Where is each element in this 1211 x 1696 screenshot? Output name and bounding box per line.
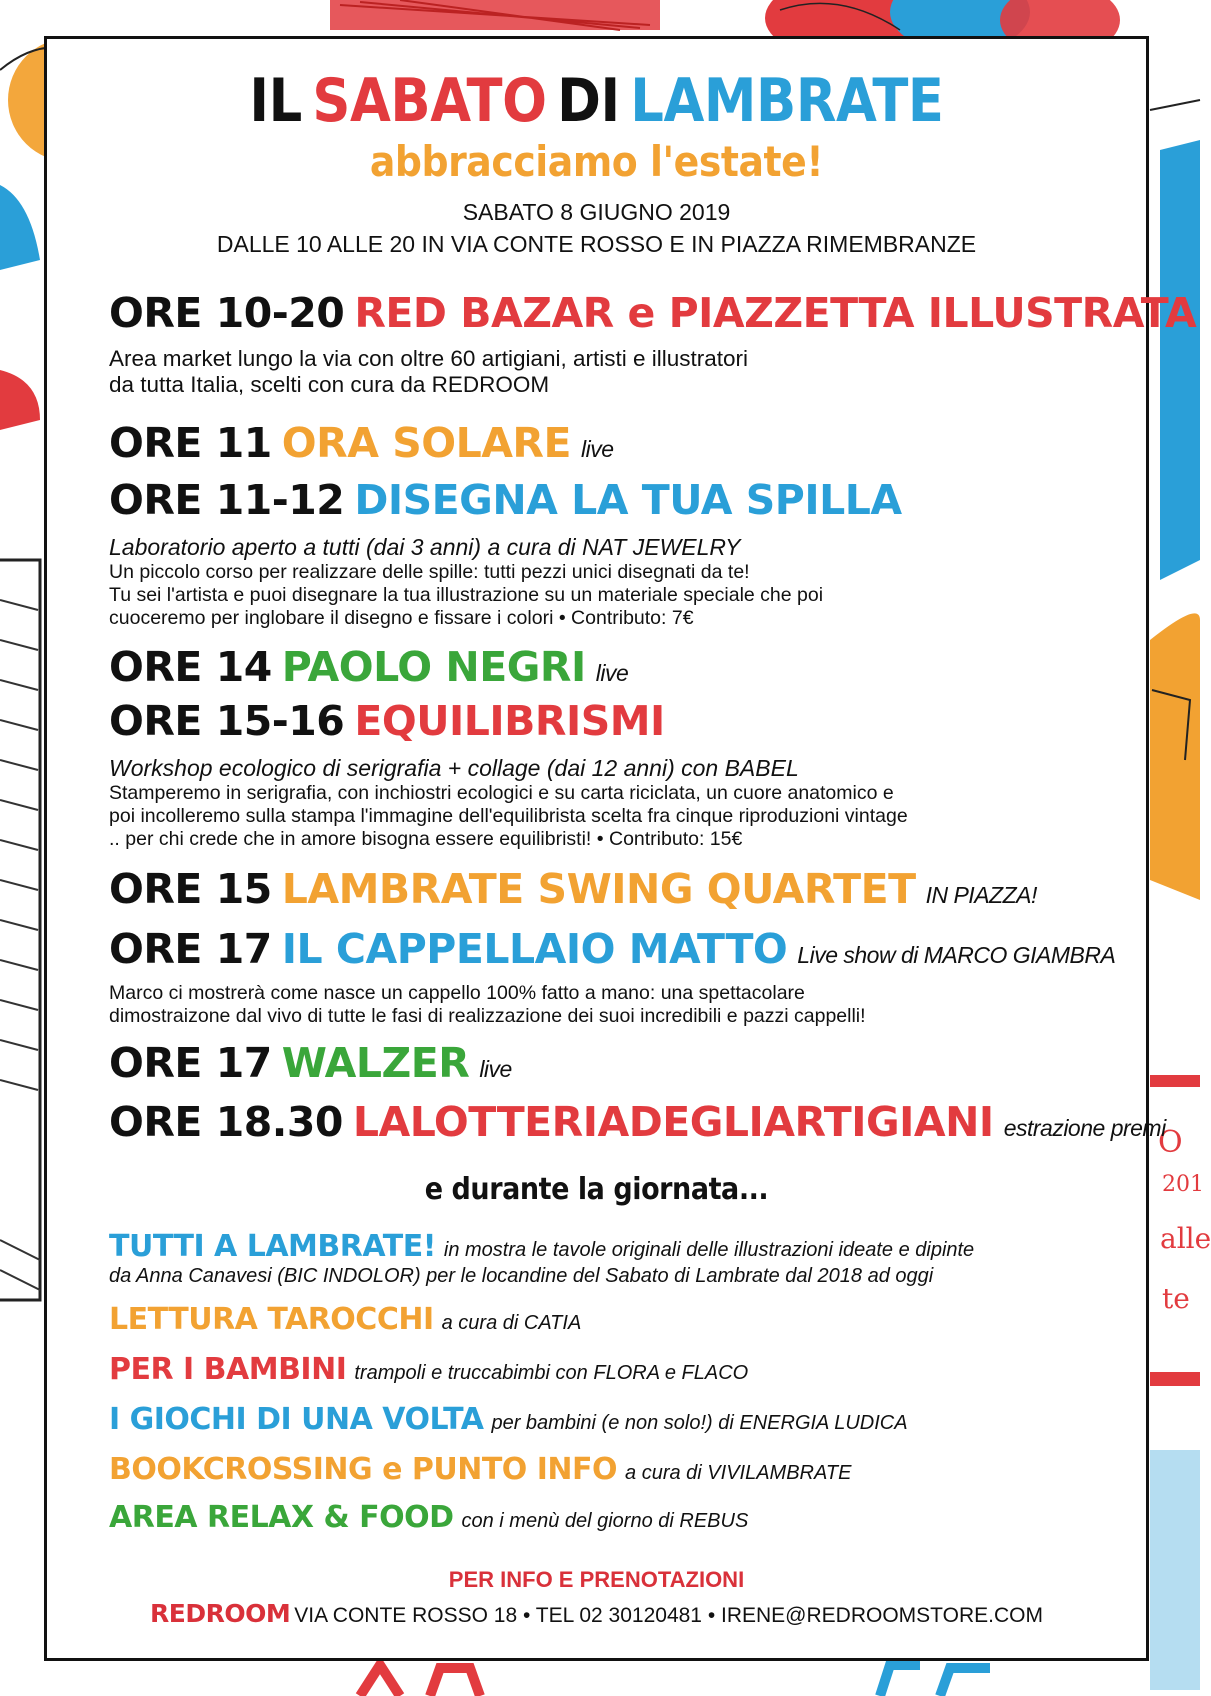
program-item [109, 1098, 1166, 1155]
item-description: Marco ci mostrerà come nasce un cappello 100% fatto a mano: una spettacolare [109, 982, 805, 1004]
item-tag: IN PIAZZA! [925, 882, 1037, 908]
item-tag: estrazione premi [1003, 1115, 1166, 1141]
activity-title: BOOKCROSSING e PUNTO INFO [109, 1452, 618, 1487]
title-word: SABATO [312, 66, 547, 136]
item-title: WALZER [281, 1039, 470, 1087]
poster-card [44, 36, 1197, 1661]
item-time: ORE 11 [109, 419, 272, 467]
item-title: RED BAZAR e PIAZZETTA ILLUSTRATA [354, 289, 1197, 337]
item-subtitle: Laboratorio aperto a tutti (dai 3 anni) a cura di NAT JEWELRY [109, 534, 741, 560]
item-time: ORE 15 [109, 865, 272, 913]
item-subtitle: Workshop ecologico di serigrafia + collage (dai 12 anni) con BABEL [109, 755, 799, 781]
program-item [109, 476, 1106, 630]
activity-description: con i menù del giorno di REBUS [461, 1510, 749, 1532]
item-description: Area market lungo la via con oltre 60 artigiani, artisti e illustratori [109, 346, 749, 371]
item-tag: live [595, 660, 629, 686]
title-word: IL [249, 66, 302, 136]
activity-description: a cura di VIVILAMBRATE [625, 1462, 852, 1484]
item-description: poi incolleremo sulla stampa l'immagine dell'equilibrista scelta fra cinque riproduzioni vintage [109, 805, 908, 827]
item-tag: live [479, 1056, 512, 1082]
item-description: dimostraizone dal vivo di tutte le fasi di realizzazione dei suoi incredibili e pazzi cappelli! [109, 1005, 866, 1027]
item-time: ORE 15-16 [109, 697, 345, 745]
program-item [109, 643, 1106, 700]
activity-title: TUTTI A LAMBRATE! [109, 1229, 436, 1264]
item-title: DISEGNA LA TUA SPILLA [354, 476, 902, 524]
event-date: SABATO 8 GIUGNO 2019 [462, 199, 731, 225]
item-description: Tu sei l'artista e puoi disegnare la tua illustrazione su un materiale speciale che poi [109, 584, 824, 606]
title-word: DI [557, 66, 620, 136]
item-time: ORE 11-12 [109, 476, 345, 524]
program-item [109, 289, 1197, 398]
section-heading: e durante la giornata... [424, 1172, 769, 1207]
activity-title: I GIOCHI DI UNA VOLTA [109, 1402, 484, 1437]
item-description: Stamperemo in serigrafia, con inchiostri ecologici e su carta riciclata, un cuore anatomico e [109, 782, 894, 804]
item-time: ORE 14 [109, 643, 272, 691]
activity-item [109, 1452, 1116, 1487]
item-title: IL CAPPELLAIO MATTO [281, 925, 788, 973]
poster-subtitle: abbracciamo l'estate! [369, 137, 824, 186]
activity-title: LETTURA TAROCCHI [109, 1302, 434, 1337]
item-title: LALOTTERIADEGLIARTIGIANI [352, 1098, 994, 1146]
program-item [109, 865, 1106, 922]
poster-title [113, 67, 1080, 135]
activity-item [109, 1402, 1116, 1437]
activity-description: a cura di CATIA [441, 1312, 582, 1334]
activity-description: da Anna Canavesi (BIC INDOLOR) per le locandine del Sabato di Lambrate dal 2018 ad oggi [109, 1265, 934, 1287]
item-time: ORE 10-20 [109, 289, 345, 337]
activity-description: in mostra le tavole originali delle illustrazioni ideate e dipinte [443, 1239, 975, 1261]
activity-item [109, 1352, 1116, 1387]
title-word: LAMBRATE [630, 66, 944, 136]
item-time: ORE 17 [109, 925, 272, 973]
item-time: ORE 18.30 [109, 1098, 343, 1146]
item-title: EQUILIBRISMI [354, 697, 665, 745]
item-tag: live [581, 436, 614, 462]
item-description: Un piccolo corso per realizzare delle spille: tutti pezzi unici disegnati da te! [109, 561, 750, 583]
program-item [109, 1039, 1106, 1096]
item-title: PAOLO NEGRI [281, 643, 586, 691]
item-description: da tutta Italia, scelti con cura da REDROOM [109, 372, 550, 397]
activity-title: AREA RELAX & FOOD [109, 1500, 454, 1535]
contact-line [47, 1599, 1146, 1628]
item-title: ORA SOLARE [281, 419, 572, 467]
item-time: ORE 17 [109, 1039, 272, 1087]
background-fragment: 201 [1162, 1172, 1204, 1197]
activity-title: PER I BAMBINI [109, 1352, 347, 1387]
program-item [109, 697, 1106, 851]
background-fragment: te [1162, 1282, 1190, 1315]
background-fragment: O [1158, 1125, 1183, 1160]
activity-description: per bambini (e non solo!) di ENERGIA LUDICA [491, 1412, 908, 1434]
item-tag: Live show di MARCO GIAMBRA [797, 942, 1116, 968]
activity-item [109, 1302, 1116, 1337]
event-location: DALLE 10 ALLE 20 IN VIA CONTE ROSSO E IN PIAZZA RIMEMBRANZE [216, 231, 977, 257]
item-title: LAMBRATE SWING QUARTET [281, 865, 916, 913]
program-item [109, 419, 1106, 476]
info-heading: PER INFO E PRENOTAZIONI [448, 1567, 745, 1592]
item-description: .. per chi crede che in amore bisogna essere equilibristi! • Contributo: 15€ [109, 828, 743, 850]
activity-item [109, 1229, 1116, 1288]
background-fragment: alle [1160, 1222, 1211, 1255]
program-item [109, 925, 1116, 1028]
activity-item [109, 1500, 1116, 1535]
contact-details: VIA CONTE ROSSO 18 • TEL 02 30120481 • IRENE@REDROOMSTORE.COM [294, 1604, 1043, 1627]
brand-name: REDROOM [150, 1599, 291, 1628]
item-description: cuoceremo per inglobare il disegno e fissare i colori • Contributo: 7€ [109, 607, 694, 629]
activity-description: trampoli e truccabimbi con FLORA e FLACO [354, 1362, 749, 1384]
